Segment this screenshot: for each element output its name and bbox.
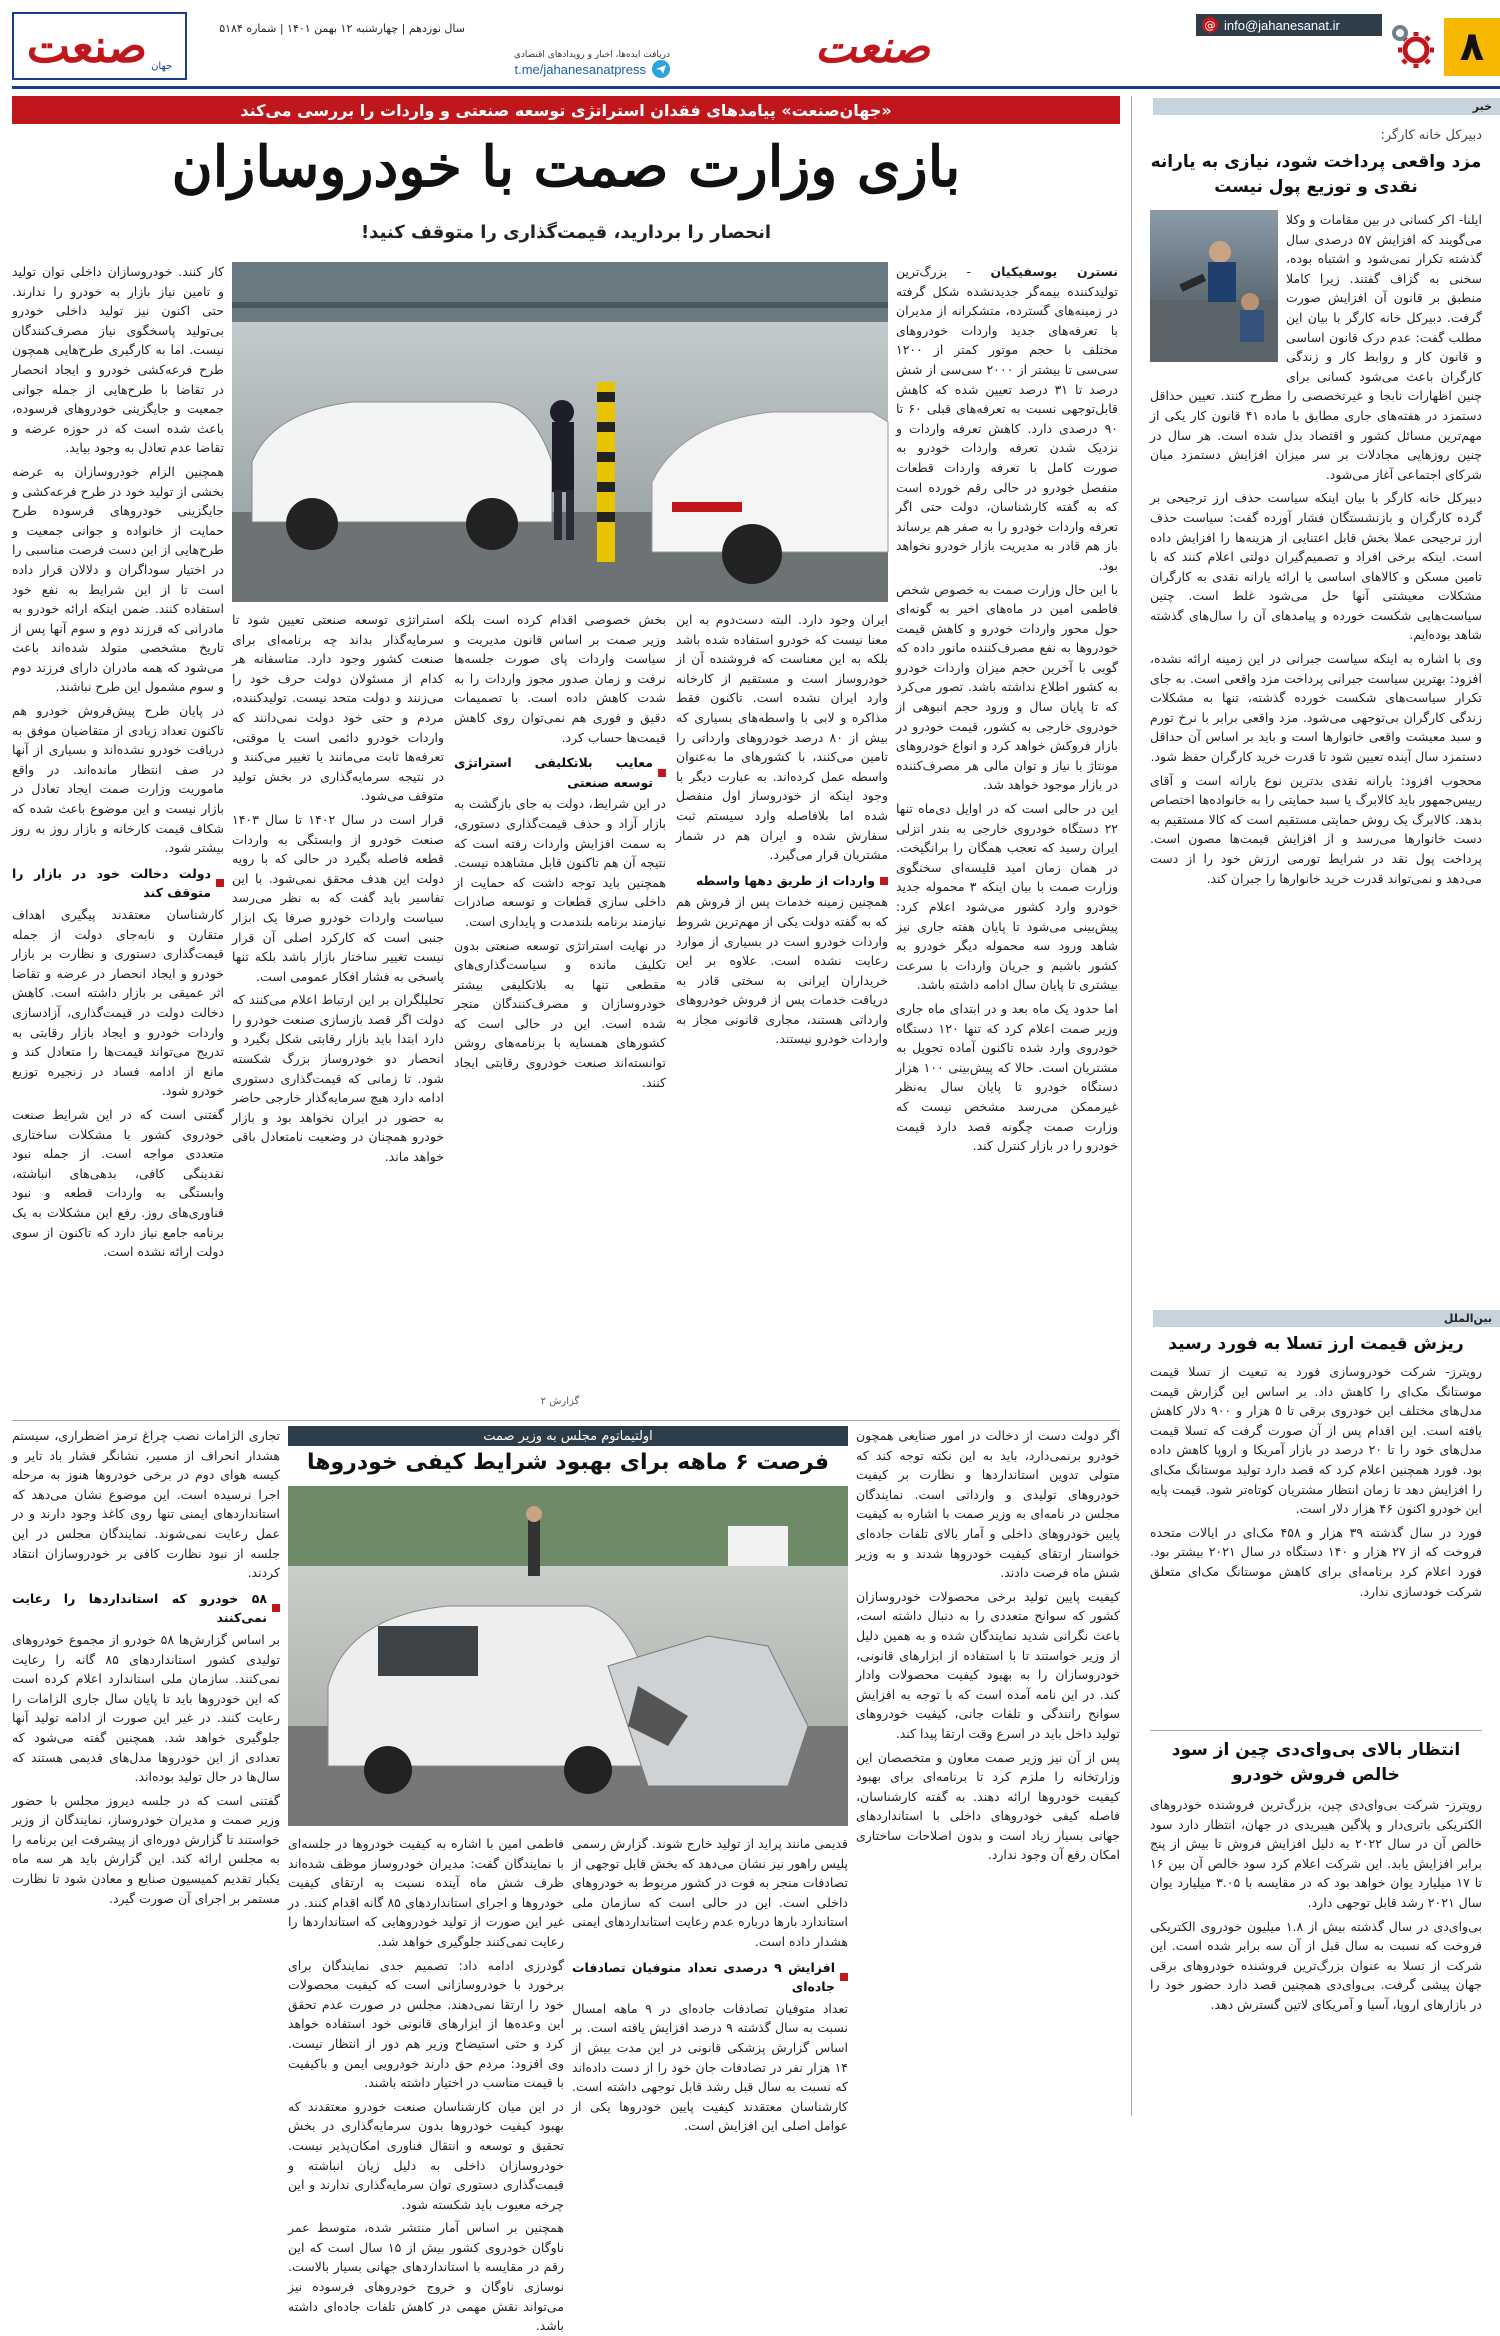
sidebar-article-3 [1150,1795,1482,2115]
car-crash-photo [288,1486,848,1826]
bottom-col2-p1: قدیمی مانند پراید از تولید خارج شوند. گزارش رسمی پلیس راهور نیز نشان می‌دهد که بخش قابل توجهی از تصادفات منجر به فوت در کشور مربوط به خودروهای داخلی است. این در حالی است که سازمان ملی استاندارد بارها درباره عدم رعایت استانداردهای ایمنی هشدار داده است. [572,1836,848,1949]
bottom-col1-p1: اگر دولت دست از دخالت در امور صنایعی همچون خودرو برنمی‌دارد، باید به این نکته توجه کند که متولی تدوین استانداردها و نظارت بر کیفیت خودروهای تولیدی و وارداتی است. نمایندگان مجلس در نامه‌ای به وزیر صمت با اشاره به کیفیت پایین خودروهای داخلی و آمار بالای تلفات جاده‌ای خواستار ارتقای کیفیت خودروها شدند و به وزیر شش ماه فرصت دادند. [856,1428,1120,1581]
bottom-column-3 [288,1834,564,2334]
bottom-col3-p2: بر اساس گزارش‌ها ۵۸ خودرو از مجموع خودروهای تولیدی کشور استانداردهای ۸۵ گانه را رعایت نمی‌کنند. سازمان ملی استاندارد اعلام کرده است که این خودروها باید تا پایان سال جاری الزامات را رعایت کنند. در غیر این صورت از ادامه تولید آنها جلوگیری خواهد شد. همچنین گفته می‌شود که تعدادی از این خودروها مدل‌های قدیمی هستند که سال‌ها در حال تولید بوده‌اند. [12,1631,280,1785]
sidebar-kicker-1: دبیرکل خانه کارگر: [1380,128,1482,143]
sidebar-3-p1: رویترز- شرکت بی‌وای‌دی چین، بزرگ‌ترین فروشنده خودروهای الکتریکی باتری‌دار و پلاگین هیبریدی در جهان، انتظار دارد سود خالص آن در سال ۲۰۲۲ به دلیل افزایش فروش تا بیش از پنج برابر افزایش یابد. این شرکت اعلام کرد سود خالص آن بین ۱۶ تا ۱۷ میلیارد یوان خواهد بود که در مقایسه با ۳.۰۵ میلیارد یوان سال ۲۰۲۱ رشد قابل توجهی دارد. [1150,1797,1482,1910]
main-col3-p4: کارشناسان معتقدند پیگیری اهداف متقارن و نابه‌جای دولت از جمله قیمت‌گذاری دستوری و نظارت بر بازار خودرو و ایجاد انحصار در عرضه و تقاضا اثر عمیقی بر بازار داشته است. کاهش دخالت دولت در قیمت‌گذاری، آزادسازی واردات خودرو و ایجاد بازار رقابتی به تدریج می‌تواند قیمت‌ها را متعادل کند و مانع از ادامه فساد در زنجیره توزیع خودرو شود. [12,907,224,1099]
mail-icon: @ [1202,17,1218,33]
main-column-4 [676,610,888,1410]
report-tag: گزارش ۲ [520,1396,600,1407]
bottom-col4-p3: همچنین بر اساس آمار منتشر شده، متوسط عمر ناوگان خودروی کشور بیش از ۱۵ سال است که این رقم در مقایسه با استانداردهای جهانی بسیار بالاست. نوسازی ناوگان و خروج خودروهای فرسوده نیز می‌تواند نقش مهمی در کاهش تلفات جاده‌ای داشته باشد. [288,2220,564,2334]
telegram-icon [652,60,670,78]
bottom-kicker-bar [288,1426,848,1446]
main-col3-p5: گفتنی است که در این شرایط صنعت خودروی کشور با مشکلات ساختاری متعددی مواجه است. از جمله نبود نقدینگی کافی، بدهی‌های انباشته، وابستگی به واردات قطعه و نبود فناوری‌های روز. رفع این مشکلات به یک برنامه جامع نیاز دارد که تاکنون از سوی دولت ارائه نشده است. [12,1106,224,1260]
main-col3-p1: کار کنند. خودروسازان داخلی توان تولید و تامین نیاز بازار به خودرو را ندارند. حتی اکنون نیز تولید داخلی خودرو بی‌تولید پاسخگوی نیاز مصرف‌کنندگان نیست. اما به کارگیری طرح‌هایی همچون طرح فرعه‌کشی خودرو و ایجاد انحصار در تقاضا با طرح‌هایی از جمله جوانی جمعیت و جایگزینی خودروهای فرسوده، باعث شده است که در حوزه عرضه و تقاضا عدم تعادل به وجود بیاید. [12,264,224,456]
telegram-block[interactable] [465,50,670,80]
bottom-col4-p1: گودرزی ادامه داد: تصمیم جدی نمایندگان برای برخورد با خودروسازانی است که کیفیت محصولات خود را ارتقا نمی‌دهند. مجلس در صورت عدم تحقق این وعده‌ها از ابزارهای قانونی خود استفاده خواهد کرد و حتی استیضاح وزیر هم دور از انتظار نیست. وی افزود: مردم حق دارند خودرویی ایمن و باکیفیت با قیمت مناسب در اختیار داشته باشند. [288,1957,564,2091]
sidebar-separator [1150,1730,1482,1731]
bottom-headline: فرصت ۶ ماهه برای بهبود شرایط کیفی خودروها [306,1450,830,1475]
main-col2-p4: استراتژی توسعه صنعتی تعیین شود تا سرمایه‌گذار بداند چه برنامه‌ای برای صنعت کشور وجود دارد. متاسفانه هر کدام از مسئولان دولت حرف خود را می‌زنند و دولت متحد نیست. تولیدکننده، مردم و حتی خود دولت نمی‌دانند که واردات خودرو دائمی است یا موقتی، تعرفه‌ها ثابت می‌مانند یا تغییر می‌کنند و در نتیجه سرمایه‌گذاری در بخش تولید متوقف می‌شود. [232,612,444,804]
bottom-column-1 [856,1426,1120,2116]
email-box[interactable] [1196,14,1382,36]
email-address[interactable]: info@jahanesanat.ir [1224,17,1340,33]
bottom-col2-p2: تعداد متوفیان تصادفات جاده‌ای در ۹ ماهه امسال نسبت به سال گذشته ۹ درصد افزایش یافته است. بر اساس گزارش پزشکی قانونی در این مدت بیش از ۱۴ هزار نفر در تصادفات جان خود را از دست داده‌اند که نسبت به سال قبل رشد قابل توجهی داشته است. کارشناسان معتقدند کیفیت پایین خودروها یکی از عوامل اصلی این افزایش است. [572,2000,848,2134]
main-col1-p3: این در حالی است که در اوایل دی‌ماه تنها ۲۲ دستگاه خودروی خارجی به بندر انزلی ایران رسید که تعجب همگان را برانگیخت. در همان زمان امید قلیسه‌ای سخنگوی وزارت صمت با بیان اینکه ۳ محموله جدید خودرو وارد کشور می‌شود اعلام کرد: پیش‌بینی می‌شود تا پایان هفته جاری نیز شاهد ورود سه محموله دیگر خودرو به کشور باشیم و جریان واردات با سرعت بیشتری تا پایان سال ادامه داشته باشد. [896,801,1118,993]
page-number: ۸ [1459,24,1485,70]
main-col2-p3: در نهایت استراتژی توسعه صنعتی بدون تکلیف مانده و سیاست‌گذاری‌های مقطعی تنها به بلاتکلیفی بیشتر خودروسازان و مصرف‌کنندگان منجر شده است. این در حالی است که کشورهای همسایه با برنامه‌های روشن توانسته‌اند صنعت خودروی رقابتی ایجاد کنند. [454,937,666,1090]
main-subhead-3: دولت دخالت خود در بازار را متوقف کند [12,864,224,903]
main-col2-p1: بخش خصوصی اقدام کرده است بلکه وزیر صمت بر اساس قانون مدیریت و سیاست واردات پای صورت جلسه‌ها نرفت و زمان صدور مجوز واردات را به شدت کاهش داده است. با تصمیمات دقیق و فوری هم نمی‌توان روی کاهش قیمت‌ها حساب کرد. [454,612,666,745]
main-col2-p6: تحلیلگران بر این ارتباط اعلام می‌کنند که دولت اگر قصد بازسازی صنعت خودرو را دارد ابتدا باید بازار رقابتی شکل بگیرد و انحصار دو خودروساز بزرگ شکسته شود. تا زمانی که قیمت‌گذاری دستوری ادامه دارد هیچ سرمایه‌گذار خارجی حاضر به حضور در ایران نخواهد بود و بازار خودرو همچنان در وضعیت نامتعادل باقی خواهد ماند. [232,992,444,1165]
sidebar-divider [1131,96,1132,2116]
bottom-column-4 [12,1426,280,2116]
bottom-col1-p2: کیفیت پایین تولید برخی محصولات خودروسازان کشور که سوانح متعددی را به دنبال داشته است، باعث نگرانی شدید نمایندگان شده و به همین دلیل از وزیر خواستند تا با استفاده از ابزارهای قانونی، خودروسازان را به بهبود کیفیت محصولات وادار کند. در این نامه آمده است که با توجه به افزایش سوانح رانندگی و تلفات جانی، کیفیت خودروهای تولید داخل باید در اسرع وقت ارتقا پیدا کند. [856,1588,1120,1741]
sidebar-article-2 [1150,1362,1482,1722]
masthead-divider [12,86,1500,89]
sidebar-headline-1: مزد واقعی پرداخت شود، نیازی به یارانه نقدی و توزیع پول نیست [1150,152,1482,197]
sidebar-1-p2: دبیرکل خانه کارگر با بیان اینکه سیاست حذف ارز ترجیحی بر گرده کارگران و بازنشستگان فشار آورده گفت: سیاست حذف ارز ترجیحی عملا بخش قابل اعتنایی از هزینه‌ها را افزایش داده است. اینکه برخی افراد و تصمیم‌گیران دولتی اعلام کنند که با تامین مسکن و کالاهای اساسی یا ارائه یارانه نقدی به کارگران مشکلات معیشتی آنها حل می‌شود غلط است. چنین سیاست‌هایی شکست خورده و پیامدهای آن را سال‌های گذشته شاهد بوده‌ایم. [1150,490,1482,643]
logo-word: صنعت [26,19,148,73]
telegram-caption: دریافت ایده‌ها، اخبار و رویدادهای اقتصادی [513,50,670,60]
telegram-link[interactable]: t.me/jahanesanatpress [514,61,646,77]
sidebar-tag-news: خبر [1153,98,1500,115]
bullet-square-icon [272,1604,280,1612]
main-kicker-bar [12,96,1120,124]
bullet-square-icon [658,769,666,777]
masthead-logo-small: صنعت [814,22,930,73]
main-col2-p5: قرار است در سال ۱۴۰۲ تا سال ۱۴۰۳ صنعت خودرو از وابستگی به واردات قطعه فاصله بگیرد در حالی که با رویه دولت این هدف محقق نمی‌شود. با این تفاسیر باید گفت که به نظر می‌رسد سیاست واردات خودرو صرفا یک ابزار جنبی است که کارکرد اصلی آن قرار نیست تغییر ساختار بازار باشد بلکه تنها پاسخی به فشار افکار عمومی است. [232,811,444,984]
main-subhead-2: معایب بلاتکلیفی استراتژی توسعه صنعتی [454,753,666,792]
sidebar-1-p3: وی با اشاره به اینکه سیاست جبرانی در این زمینه ارائه نشده، افزود: بهترین سیاست جبرانی پرداخت مزد واقعی است. به جای تکرار سیاست‌های شکست خورده گذشته، تنها به مشکلات زندگی کارگران بی‌توجهی می‌شود. مزد واقعی برابر با نرخ تورم و سبد معیشت واقعی خانوارها است و باید بر اساس آن حداقل دستمزد سال آینده تعیین شود تا قدرت خرید کارگران حفظ شود. [1150,651,1482,765]
main-col2-p2: در این شرایط، دولت به جای بازگشت به بازار آزاد و حذف قیمت‌گذاری دستوری، به سمت افزایش واردات رفته است که نتیجه آن هم تاکنون قابل مشاهده نیست. همچنین باید توجه داشت که حمایت از داخلی سازی قطعات و توسعه صادرات نیازمند برنامه بلندمدت و پایداری است. [454,796,666,929]
sidebar-article-1 [1150,210,1482,1310]
main-col1-p6: همچنین زمینه خدمات پس از فروش هم که به گفته دولت یکی از مهم‌ترین شروط واردات خودرو است در بسیاری از موارد رعایت نشده است. علاوه بر این خریداران ایرانی به سختی قادر به دریافت خدمات پس از فروش خودروهای وارداتی هستند، مجاری قانونی مجاز به واردات خودرو نیستند. [676,894,888,1047]
main-col1-p4: اما حدود یک ماه بعد و در ابتدای ماه جاری وزیر صمت اعلام کرد که تنها ۱۲۰ دستگاه خودروی وارد شده تاکنون آماده تحویل به مشتریان است. حالا که پیش‌بینی ۱۰۰ هزار دستگاه خودرو تا پایان سال به‌نظر غیرممکن می‌رسد مشخص نیست که وزارت صمت چگونه قصد دارد قیمت خودرو را در بازار کنترل کند. [896,1000,1119,1154]
page-number-badge [1444,18,1500,76]
bottom-col2-p3: فاطمی امین با اشاره به کیفیت خودروها در جلسه‌ای با نمایندگان گفت: مدیران خودروساز موظف شده‌اند ظرف شش ماه آینده نسبت به ارتقای کیفیت خودروها و اجرای استانداردهای ۸۵ گانه اقدام کنند. در غیر این صورت از تولید خودروهایی که استانداردها را رعایت نمی‌کنند جلوگیری خواهد شد. [288,1836,564,1949]
main-subhead: انحصار را بردارید، قیمت‌گذاری را متوقف کنید! [360,222,772,243]
main-bottom-divider [12,1420,1120,1421]
bottom-subhead-2: ۵۸ خودرو که استانداردها را رعایت نمی‌کنند [12,1589,280,1628]
sidebar-headline-2: ریزش قیمت ارز تسلا به فورد رسید [1168,1334,1464,1354]
main-column-1 [12,262,224,1412]
sidebar-tag-international: بین‌الملل [1153,1310,1500,1327]
main-headline: بازی وزارت صمت با خودروسازان [171,134,961,200]
sidebar-2-p1: رویترز- شرکت خودروسازی فورد به تبعیت از تسلا قیمت موستانگ مک‌ای را کاهش داد. بر اساس این گزارش قیمت مدل‌های مختلف این خودروی برقی تا ۵ هزار و ۹۰۰ دلار کاهش یافته است. این اقدام پس از آن صورت گرفت که تسلا قیمت مدل‌های خود را تا ۲۰ درصد در بازار آمریکا و اروپا کاهش داده بود. فورد همچنین اعلام کرد که قصد دارد تولید موستانگ مک‌ای را افزایش دهد تا زمان انتظار مشتریان کوتاه‌تر شود. قیمت پایه این خودرو اکنون ۴۶ هزار دلار است. [1150,1364,1483,1517]
bullet-square-icon [840,1973,848,1981]
issue-info: سال نوزدهم | چهارشنبه ۱۲ بهمن ۱۴۰۱ | شماره ۵۱۸۴ [219,22,465,35]
bullet-square-icon [216,879,224,887]
bullet-square-icon [880,877,888,885]
logo-prefix: جهان [151,61,173,72]
assembly-line-photo [232,262,888,602]
main-col3-p3: در پایان طرح پیش‌فروش خودرو هم تاکنون تعداد زیادی از متقاضیان موفق به دریافت خودرو نشده‌اند و بسیاری از آنها در صف انتظار مانده‌اند. در واقع ماموریت وزارت صمت ایجاد تعادل در بازار نیست و این موضوع باعث شده که شکاف قیمت کارخانه و بازار روز به روز بیشتر شود. [12,703,224,856]
bottom-col4-p2: در این میان کارشناسان صنعت خودرو معتقدند که بهبود کیفیت خودروها بدون سرمایه‌گذاری در بخش تحقیق و توسعه و انتقال فناوری امکان‌پذیر نیست. خودروسازان داخلی به دلیل زیان انباشته و قیمت‌گذاری دستوری توان سرمایه‌گذاری ندارند و این چرخه معیوب باید شکسته شود. [288,2098,564,2212]
bottom-column-2 [572,1834,848,2134]
bottom-col3-p1: تجاری الزامات نصب چراغ ترمز اضطراری، سیستم هشدار انحراف از مسیر، نشانگر فشار باد تایر و کیسه هوای دوم در برخی خودروها هنوز به مرحله اجرا نرسیده است. این موضوع نشان می‌دهد که استانداردهای ایمنی تنها روی کاغذ وجود دارند و در عمل رعایت نمی‌شوند. نمایندگان مجلس در این جلسه از نبود نظارت کافی بر خودروسازان انتقاد کردند. [12,1428,280,1581]
bottom-subhead-1: افزایش ۹ درصدی تعداد متوفیان تصادفات جاده‌ای [572,1958,848,1997]
main-col1-p1: بزرگ‌ترین تولیدکننده بیمه‌گر جدیدنشده شکل گرفته در زمینه‌های گسترده، متشکرانه از مدیران با تعرفه‌های جدید واردات خودروهای مختلف با حجم موتور کمتر از ۱۲۰۰ سی‌سی تا بیشتر از ۲۰۰۰ سی‌سی از شش درصد تا ۳۱ درصد تعیین شده که کاهش قابل‌توجهی نسبت به تعرفه‌های قبلی ۶۰ تا ۹۰ درصدی دارد. کاهش تعرفه واردات و نزدیک شدن تعرفه واردات خودرو به صورت کامل با تعرفه واردات قطعات منفصل خودرو در حالی رقم خورده است که به گفته کارشناسان، دولت حتی اگر تعرفه واردات خودرو را به صفر هم برساند باز هم قادر به مدیریت بازار خودرو نخواهد بود. [896,264,1119,573]
main-col3-p2: همچنین الزام خودروسازان به عرضه بخشی از تولید خود در طرح فرعه‌کشی و جایگزینی خودروهای فرسوده طرح حمایت از خانواده و جوانی جمعیت و طرح‌هایی از این دست فرصت مناسبی را در اختیار سوداگران و دلالان قرار داده است تا از این شرایط به نفع خود استفاده کنند. ضمن اینکه ارائه خودرو به مادرانی که فرزند دوم و سوم آنها پس از تاریخ مشخصی متولد شده‌اند باعث می‌شود که همه مادران دارای فرزند دوم و سوم مشمول این طرح نباشند. [12,463,224,695]
main-column-3 [454,610,666,1410]
main-kicker: «جهان‌صنعت» پیامدهای فقدان استراتژی توسعه صنعتی و واردات را بررسی می‌کند [240,100,892,120]
masthead-logo-big [12,12,187,80]
bottom-col1-p3: پس از آن نیز وزیر صمت معاون و متخصصان این وزارتخانه را ملزم کرد تا برنامه‌ای برای بهبود کیفیت خودروها ارائه دهند. به گفته کارشناسان، فاصله کیفی خودروهای داخلی با استانداردهای جهانی بسیار زیاد است و بدون اصلاحات ساختاری امکان رفع آن وجود ندارد. [856,1749,1120,1863]
sidebar-1-p4: محجوب افزود: یارانه نقدی بدترین نوع یارانه است و آقای رییس‌جمهور باید کالابرگ یا سبد حمایتی را به خانواده‌ها اختصاص بدهد. کالابرگ یک روش حمایتی مستقیم است که کالا مستقیم به دست خانوارها می‌رسد و از افزایش قیمت‌ها مصون است. پرداخت پول نقد در شرایط تورمی ارزش خود را از دست می‌دهد و نمی‌تواند قدرت خرید خانوارها را جبران کند. [1150,772,1482,886]
main-byline-column: نسترن یوسفیکیان - بزرگ‌ترین تولیدکننده بیمه‌گر جدیدنشده شکل گرفته در زمینه‌های گسترده، متشکرانه از مدیران با تعرفه‌های جدید واردات خودروهای مختلف با حجم موتور کمتر از ۱۲۰۰ سی‌سی تا بیشتر از ۲۰۰۰ سی‌سی از شش درصد تا ۳۱ درصد تعیین شده که کاهش قابل‌توجهی نسبت به تعرفه‌های قبلی ۶۰ تا ۹۰ درصدی دارد. کاهش تعرفه واردات و نزدیک شدن تعرفه واردات خودرو به صورت کامل با تعرفه واردات قطعات منفصل خودرو در حالی رقم خورده است که به گفته کارشناسان، دولت حتی اگر تعرفه واردات خودرو را به صفر هم برساند باز هم قادر به مدیریت بازار خودرو نخواهد بود. با این حال وزارت صمت به خصوص شخص فاطمی امین در ماه‌های اخیر به گونه‌ای حول محور واردات خودرو و کاهش قیمت خودروها به نفع مصرف‌کننده مانور داده که گویی با آخرین حجم میزان واردات خودرو به کشور اطلاع نداشته باشد. تصور می‌کرد که تا پایان سال و ورود حجم انبوهی از خودروی خارجی به کشور، قیمت خودرو در بازار فروکش خواهد کرد و انواع خودروهای مونتاژ با نیاز و توان مالی هر مصرف‌کننده در بازار موجود خواهد شد. این در حالی است که در اوایل دی‌ماه تنها ۲۲ دستگاه خودروی خارجی به بندر انزلی ایران رسید که تعجب همگان را برانگیخت. در همان زمان امید قلیسه‌ای سخنگوی وزارت صمت با بیان اینکه ۳ محموله جدید خودرو وارد کشور می‌شود اعلام کرد: پیش‌بینی می‌شود تا پایان هفته جاری نیز شاهد ورود سه محموله دیگر خودرو به کشور باشیم و جریان واردات با سرعت بیشتری تا پایان سال ادامه داشته باشد. اما حدود یک ماه بعد و در ابتدای ماه جاری وزیر صمت اعلام کرد که تنها ۱۲۰ دستگاه خودروی وارد شده تاکنون آماده تحویل به مشتریان است. حالا که پیش‌بینی ۱۰۰ هزار دستگاه خودرو تا پایان سال به‌نظر غیرممکن می‌رسد مشخص نیست که وزارت صمت چگونه قصد دارد قیمت خودرو را در بازار کنترل کند. [896,262,1118,1412]
main-col1-p5: ایران وجود دارد. البته دست‌دوم به این معنا نیست که خودرو استفاده شده باشد بلکه به این معناست که فروشنده آن از خودروساز است و مستقیم از کارخانه وارد ایران نشده است. تاکنون فقط مذاکره و لابی با واسطه‌های بسیاری که بیش از ۸۰ درصد خودروهای وارداتی را تامین می‌کنند، با کشورهای ما به‌عنوان واسطه عمل کرده‌اند. به عبارت دیگر با وجود اینکه از خودروساز اول منفصل شده اما بلافاصله وارد سیستم ثبت سفارش شده و ایران هم در شمار مشتریان قرار می‌گیرد. [676,612,888,863]
bottom-kicker: اولتیماتوم مجلس به وزیر صمت [483,1428,653,1444]
sidebar-3-p2: بی‌وای‌دی در سال گذشته بیش از ۱.۸ میلیون خودروی الکتریکی فروخت که نسبت به سال قبل از آن سه برابر شده است. این شرکت از تسلا به عنوان بزرگ‌ترین فروشنده خودروهای برقی جهان پیشی گرفت. بی‌وای‌دی همچنین قصد دارد حضور خود را در بازارهای اروپا، آسیا و آمریکای لاتین گسترش دهد. [1150,1918,1482,2012]
main-subhead-1: واردات از طریق دهها واسطه [676,871,888,891]
sidebar-headline-3: انتظار بالای بی‌وای‌دی چین از سود خالص فروش خودرو [1171,1740,1461,1785]
main-col1-p2: با این حال وزارت صمت به خصوص شخص فاطمی امین در ماه‌های اخیر به گونه‌ای حول محور واردات خودرو و کاهش قیمت خودروها به نفع مصرف‌کننده مانور داده که گویی با آخرین حجم میزان واردات خودرو به کشور اطلاع نداشته باشد. تصور می‌کرد که تا پایان سال و ورود حجم انبوهی از خودروی خارجی به کشور، قیمت خودرو در بازار فروکش خواهد کرد و انواع خودروهای مونتاژ با نیاز و توان مالی هر مصرف‌کننده در بازار موجود خواهد شد. [896,581,1118,793]
sidebar-2-p2: فورد در سال گذشته ۳۹ هزار و ۴۵۸ مک‌ای در ایالات متحده فروخت که از ۲۷ هزار و ۱۴۰ دستگاه در سال ۲۰۲۱ بیشتر بود. فورد اعلام کرد برنامه‌ای برای کاهش موستانگ مک‌ای متعلق شرکت خودسازی ندارد. [1150,1524,1482,1599]
main-column-2 [232,610,444,1410]
sidebar-1-p1: ایلنا- اکر کسانی در بین مقامات و وکلا می‌گویند که افزایش ۵۷ درصدی سال گذشته تکرار نمی‌شود و اشتباه بوده، سخنی به گزاف گفتند. زیرا کاملا منطبق بر قانون آن افزایش صورت گرفت. دبیرکل خانه کارگر با بیان این مطلب گفت: عدم درک قانون اساسی و قانون کار و روابط کار و زندگی کارگران باعث می‌شود کسانی برای چنین اظهارات نابجا و غیرتخصصی را مطرح کنند. تعیین حداقل دستمزد در هفته‌های جاری مطابق با ماده ۴۱ قانون کار یکی از مهم‌ترین مسائل کشور و اقتصاد بدل شده است. هر سال در چنین روزهایی مجادلات بر سر میزان افزایش دستمزد میان شرکای اجتماعی آغاز می‌شود. [1150,212,1482,482]
gears-icon [1386,20,1438,72]
main-byline: نسترن یوسفیکیان [990,264,1118,279]
bottom-col3-p3: گفتنی است که در جلسه دیروز مجلس با حضور وزیر صمت و مدیران خودروساز، نمایندگان از وزیر خواستند تا گزارش دوره‌ای از پیشرفت این برنامه را به مجلس ارائه کند. این گزارش باید هر سه ماه یکبار تقدیم کمیسیون صنایع و معادن شود تا نظارت مستمر بر اجرای آن صورت گیرد. [12,1792,280,1906]
